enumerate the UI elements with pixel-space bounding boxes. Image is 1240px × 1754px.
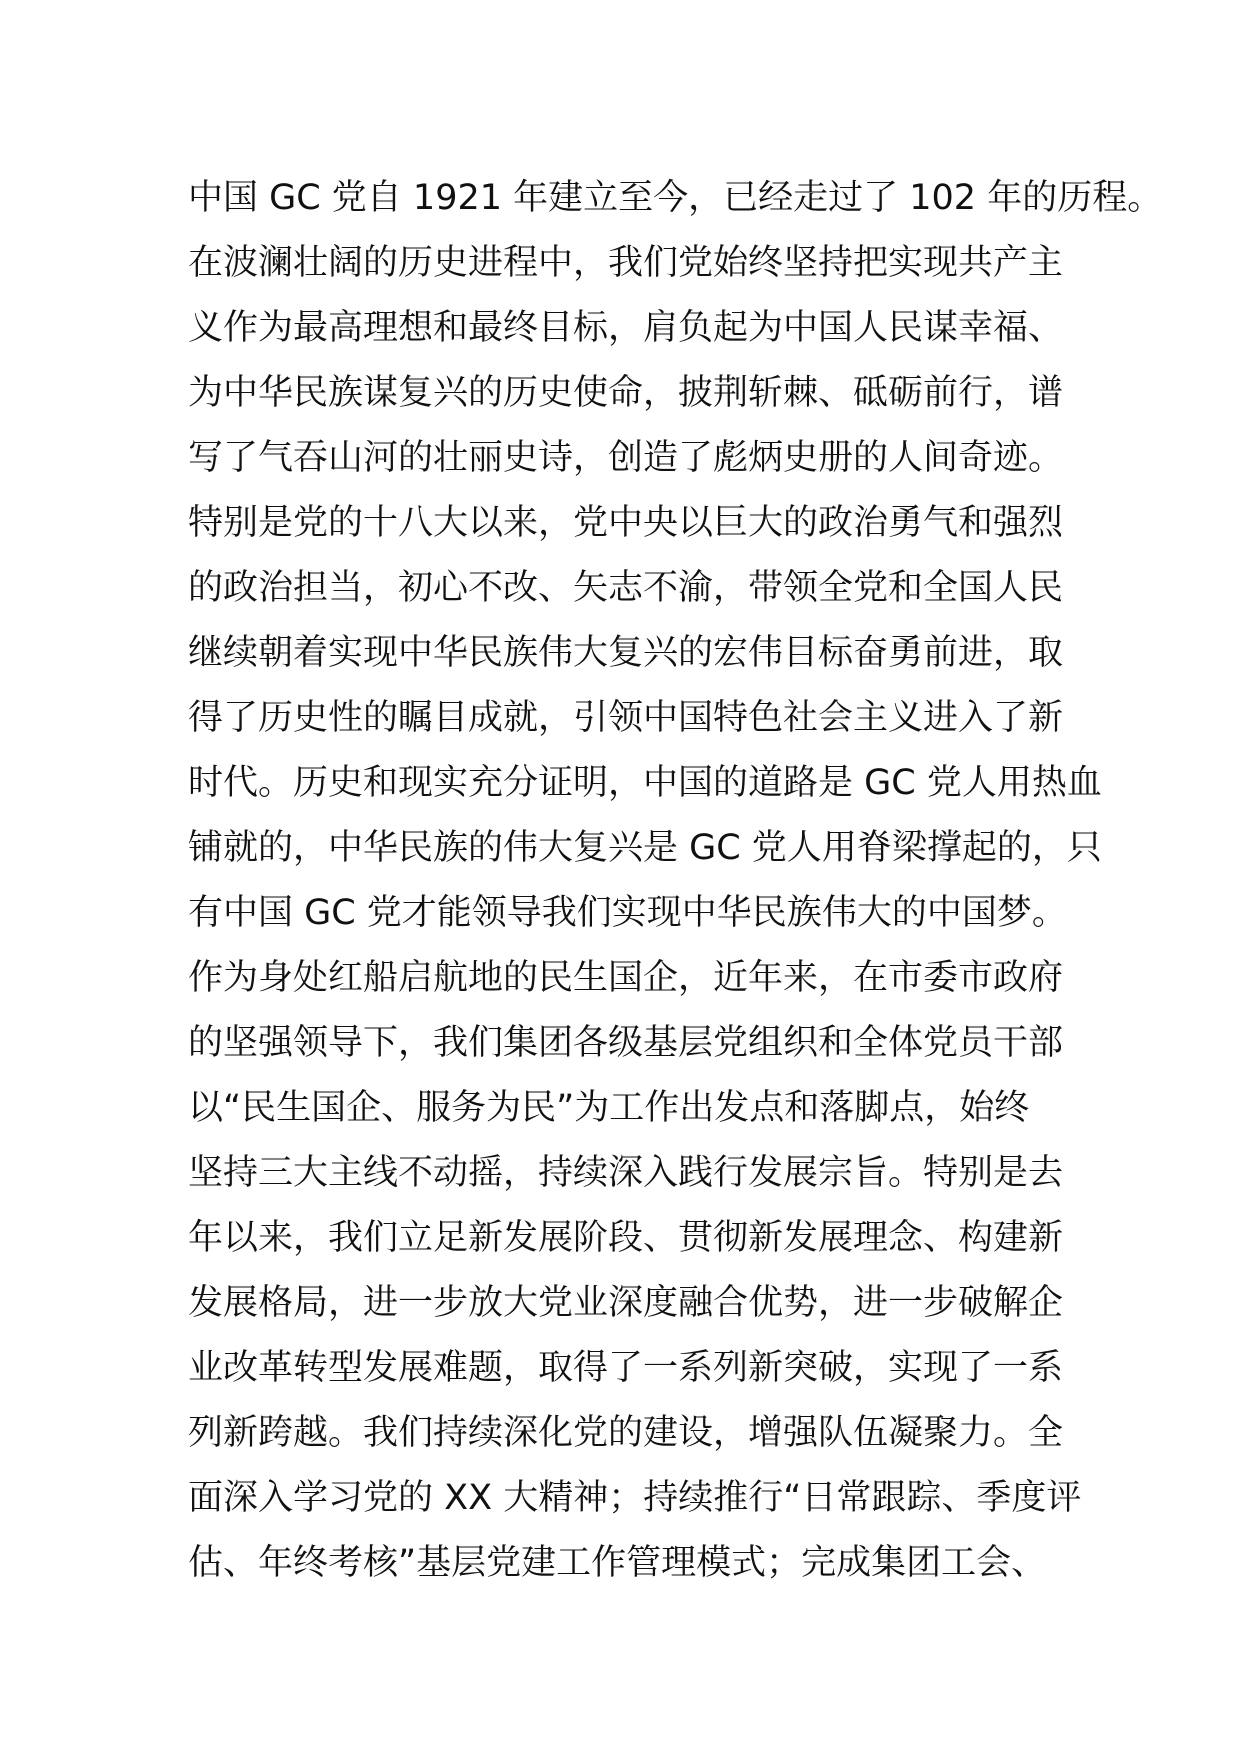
text-line: 的坚强领导下，我们集团各级基层党组织和全体党员干部 — [188, 1023, 1064, 1063]
text-line: 有中国 GC 党才能领导我们实现中华民族伟大的中国梦。 — [188, 893, 1067, 933]
text-line: 坚持三大主线不动摇，持续深入践行发展宗旨。特别是去 — [188, 1153, 1064, 1193]
body-text — [188, 166, 1163, 1596]
text-line: 义作为最高理想和最终目标，肩负起为中国人民谋幸福、 — [188, 308, 1064, 348]
text-line: 年以来，我们立足新发展阶段、贯彻新发展理念、构建新 — [188, 1218, 1064, 1258]
text-line: 以“民生国企、服务为民”为工作出发点和落脚点，始终 — [188, 1088, 1030, 1128]
text-line: 作为身处红船启航地的民生国企，近年来，在市委市政府 — [188, 958, 1064, 998]
paragraph-2 — [188, 946, 1082, 1596]
paragraph-1 — [188, 166, 1163, 946]
text-line: 写了气吞山河的壮丽史诗，创造了彪炳史册的人间奇迹。 — [188, 438, 1064, 478]
text-line: 铺就的，中华民族的伟大复兴是 GC 党人用脊梁撑起的，只 — [188, 828, 1102, 868]
text-line: 时代。历史和现实充分证明，中国的道路是 GC 党人用热血 — [188, 763, 1102, 803]
text-line: 在波澜壮阔的历史进程中，我们党始终坚持把实现共产主 — [188, 243, 1064, 283]
text-line: 业改革转型发展难题，取得了一系列新突破，实现了一系 — [188, 1348, 1064, 1388]
text-line: 面深入学习党的 XX 大精神；持续推行“日常跟踪、季度评 — [188, 1478, 1082, 1518]
text-line: 列新跨越。我们持续深化党的建设，增强队伍凝聚力。全 — [188, 1413, 1064, 1453]
text-line: 估、年终考核”基层党建工作管理模式；完成集团工会、 — [188, 1543, 1047, 1583]
text-line: 特别是党的十八大以来，党中央以巨大的政治勇气和强烈 — [188, 503, 1064, 543]
text-line: 的政治担当，初心不改、矢志不渝，带领全党和全国人民 — [188, 568, 1064, 608]
text-line: 得了历史性的瞩目成就，引领中国特色社会主义进入了新 — [188, 698, 1064, 738]
text-line: 发展格局，进一步放大党业深度融合优势，进一步破解企 — [188, 1283, 1064, 1323]
text-line: 为中华民族谋复兴的历史使命，披荆斩棘、砥砺前行，谱 — [188, 373, 1064, 413]
text-line: 中国 GC 党自 1921 年建立至今，已经走过了 102 年的历程。 — [188, 178, 1163, 218]
text-line: 继续朝着实现中华民族伟大复兴的宏伟目标奋勇前进，取 — [188, 633, 1064, 673]
